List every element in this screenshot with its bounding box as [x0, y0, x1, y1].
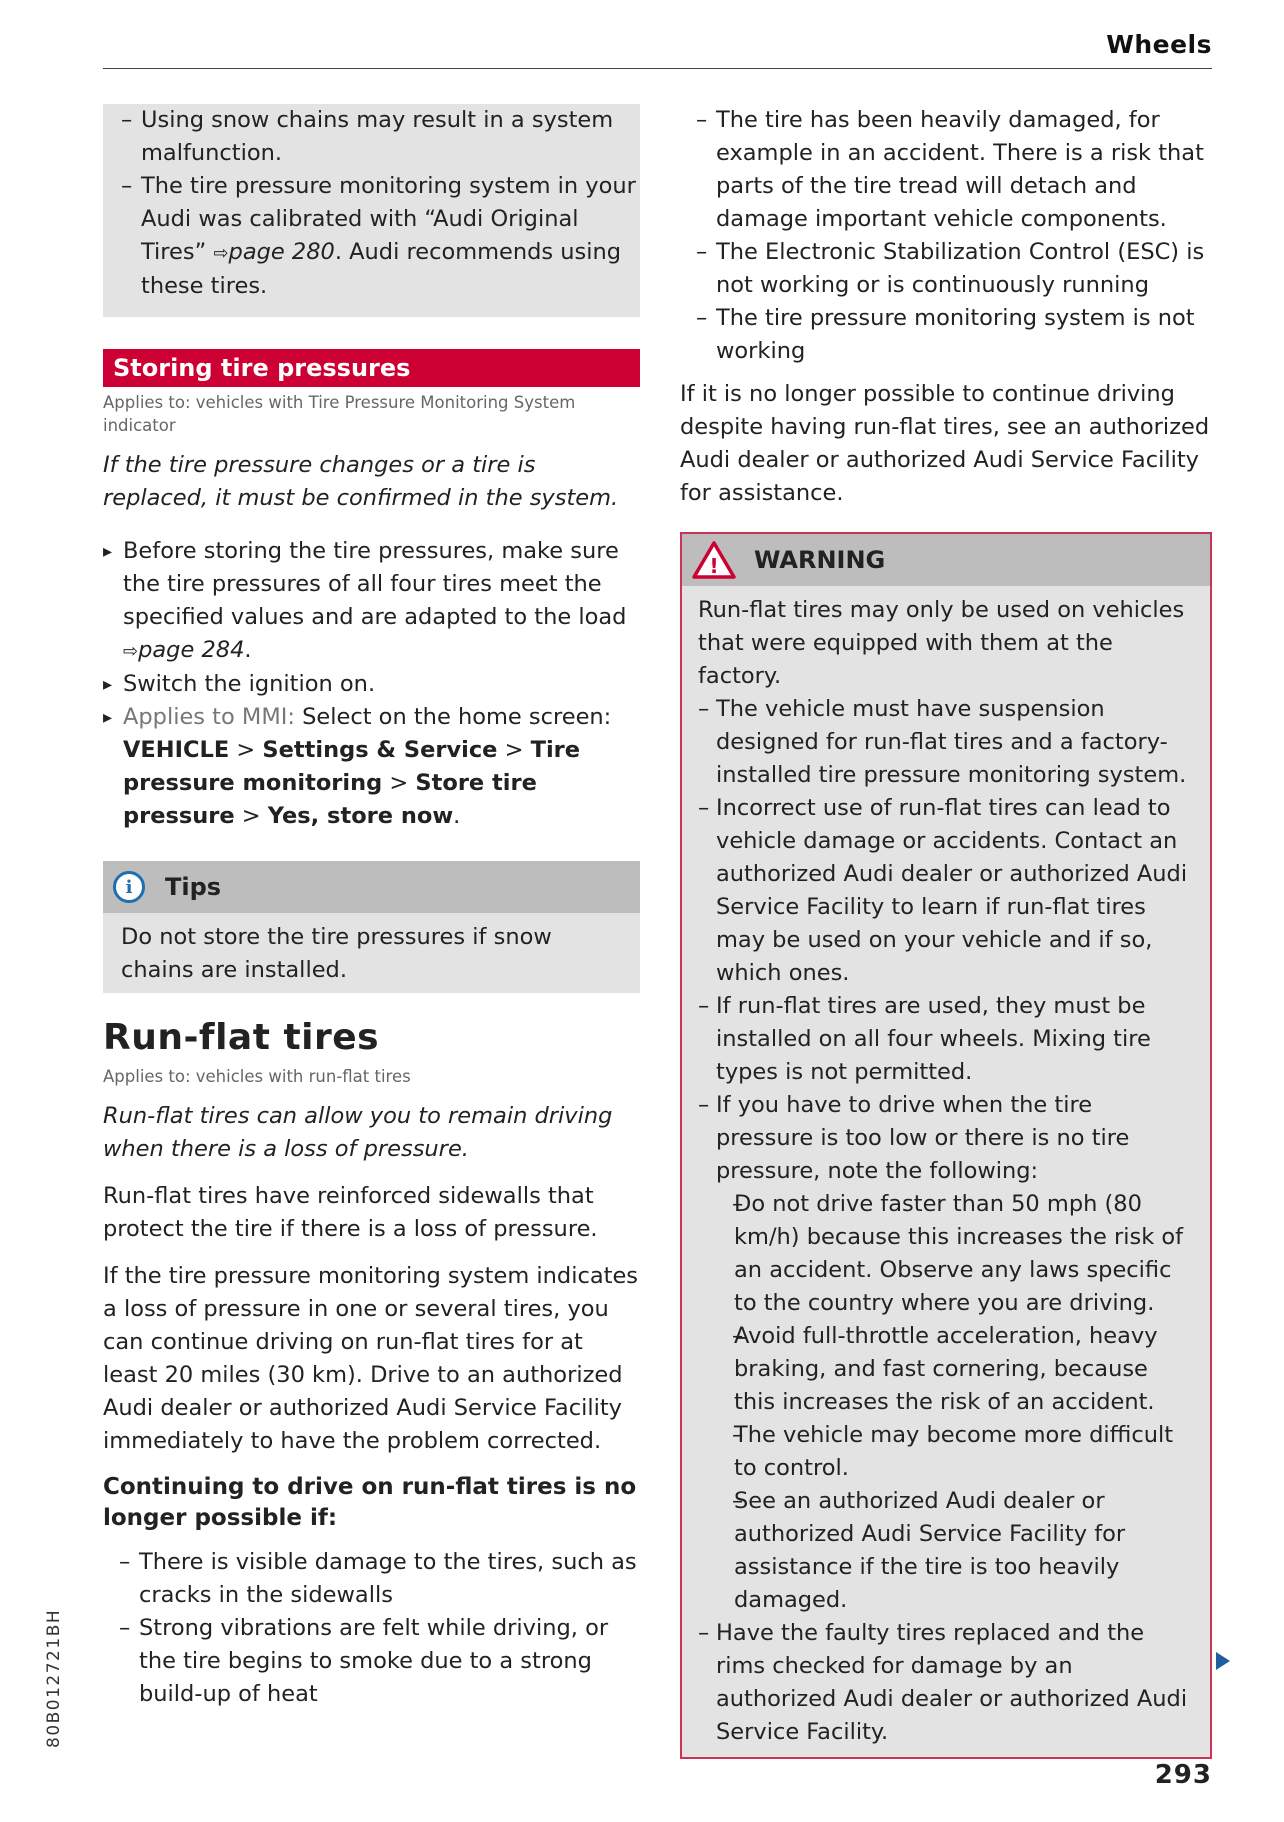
menu-path-item: VEHICLE	[123, 737, 230, 763]
menu-path-item: Store tire pressure	[123, 770, 537, 829]
section-intro: Run-flat tires can allow you to remain driving when there is a loss of pressure.	[103, 1103, 613, 1162]
list-item: – The vehicle must have suspension designed for run-flat tires and a factory-installed tire pressure monitoring system.	[698, 693, 1196, 792]
section-heading-storing: Storing tire pressures	[103, 349, 640, 387]
list-item: – If run-flat tires are used, they must be installed on all four wheels. Mixing tire types is not permitted.	[698, 990, 1196, 1089]
section-heading-run-flat: Run-flat tires	[103, 1017, 380, 1058]
svg-text:!: !	[709, 554, 719, 578]
list-item: – Do not drive faster than 50 mph (80 km/h) because this increases the risk of an accident. Observe any laws specific to the country where you are driving.	[698, 1188, 1196, 1320]
page-number: 293	[1154, 1760, 1212, 1790]
menu-path-item: Tire pressure monitoring	[123, 737, 581, 796]
left-column	[103, 104, 640, 1711]
warning-intro: Run-flat tires may only be used on vehicles that were equipped with them at the factory.	[698, 597, 1185, 689]
list-item: – The vehicle may become more difficult to control.	[698, 1419, 1196, 1485]
warning-box	[680, 532, 1212, 1759]
list-item: – Incorrect use of run-flat tires can lead to vehicle damage or accidents. Contact an authorized Audi dealer or authorized Audi Service Facility to learn if run-flat tires may be used on your vehicle and if so, which ones.	[698, 792, 1196, 990]
header-rule	[103, 68, 1212, 69]
list-item: – The tire pressure monitoring system in your Audi was calibrated with “Audi Original Tires” ⇨page 280. Audi recommends using these tires.	[103, 170, 640, 303]
page-reference[interactable]: page 284	[138, 637, 245, 663]
section-intro: If the tire pressure changes or a tire is replaced, it must be confirmed in the system.	[103, 452, 619, 511]
list-item: – If you have to drive when the tire pressure is too low or there is no tire pressure, note the following:	[698, 1089, 1196, 1188]
list-item: – See an authorized Audi dealer or authorized Audi Service Facility for assistance if the tire is too heavily damaged.	[698, 1485, 1196, 1617]
document-code: 80B012721BH	[44, 1608, 64, 1748]
tips-box	[103, 861, 640, 993]
instruction-step: ▸ Switch the ignition on.	[103, 668, 640, 701]
warning-title: WARNING	[754, 545, 886, 574]
page-header-title: Wheels	[1106, 30, 1212, 59]
applies-to-note: Applies to: vehicles with run-flat tires	[103, 1067, 411, 1086]
list-item: – The tire pressure monitoring system is not working	[680, 302, 1212, 368]
menu-path-item: Yes, store now	[267, 803, 454, 829]
instruction-step: ▸ Applies to MMI: Select on the home screen: VEHICLE > Settings & Service > Tire pressure monitoring > Store tire pressure > Yes, store now.	[103, 701, 640, 833]
paragraph: If the tire pressure monitoring system indicates a loss of pressure in one or several tires, you can continue driving on run-flat tires for at least 20 miles (30 km). Drive to an authorized Audi dealer or authorized Audi Service Facility immediately to have the problem corrected.	[103, 1263, 639, 1454]
right-column	[680, 104, 1212, 1759]
next-page-arrow-icon[interactable]	[1216, 1652, 1230, 1670]
page-reference[interactable]: page 280	[228, 239, 335, 265]
list-item: – The Electronic Stabilization Control (ESC) is not working or is continuously running	[680, 236, 1212, 302]
list-item: – The tire has been heavily damaged, for example in an accident. There is a risk that parts of the tire tread will detach and damage important vehicle components.	[680, 104, 1212, 236]
info-icon: i	[113, 871, 145, 903]
mmi-applies-label: Applies to MMI:	[123, 704, 295, 730]
paragraph: Run-flat tires have reinforced sidewalls that protect the tire if there is a loss of pressure.	[103, 1183, 598, 1242]
list-item: – Strong vibrations are felt while driving, or the tire begins to smoke due to a strong build-up of heat	[103, 1612, 640, 1711]
applies-to-note: Applies to: vehicles with Tire Pressure Monitoring System indicator	[103, 393, 576, 435]
warning-triangle-icon	[692, 541, 736, 579]
page-ref-arrow-icon: ⇨	[123, 641, 139, 662]
tips-header	[103, 861, 640, 913]
menu-path-item: Settings & Service	[262, 737, 498, 763]
list-item: – Using snow chains may result in a system malfunction.	[103, 104, 640, 170]
snow-chain-notes-box	[103, 104, 640, 317]
paragraph: If it is no longer possible to continue driving despite having run-flat tires, see an authorized Audi dealer or authorized Audi Service Facility for assistance.	[680, 381, 1210, 506]
instruction-step: ▸ Before storing the tire pressures, make sure the tire pressures of all four tires meet the specified values and are adapted to the load ⇨page 284.	[103, 535, 640, 668]
warning-header	[682, 534, 1210, 586]
tips-title: Tips	[165, 872, 222, 901]
list-item: – Avoid full-throttle acceleration, heavy braking, and fast cornering, because this increases the risk of an accident.	[698, 1320, 1196, 1419]
list-item: – Have the faulty tires replaced and the rims checked for damage by an authorized Audi dealer or authorized Audi Service Facility.	[698, 1617, 1196, 1749]
warning-body	[682, 586, 1210, 1757]
subheading: Continuing to drive on run-flat tires is no longer possible if:	[103, 1474, 637, 1531]
page-ref-arrow-icon: ⇨	[213, 243, 229, 264]
tips-body: Do not store the tire pressures if snow chains are installed.	[121, 924, 552, 983]
list-item: – There is visible damage to the tires, such as cracks in the sidewalls	[103, 1546, 640, 1612]
